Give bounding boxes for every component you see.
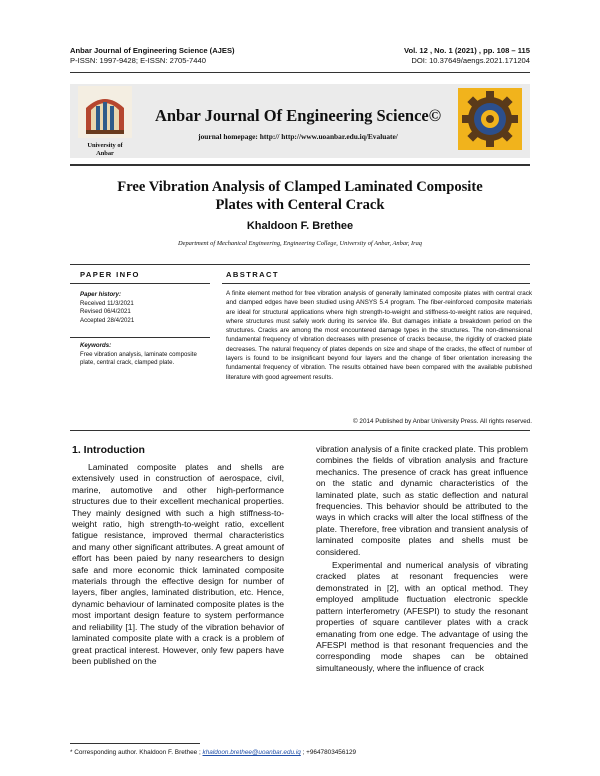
keywords-block <box>80 342 198 368</box>
journal-header-right <box>404 46 530 66</box>
paper-history <box>80 291 210 325</box>
paper-info-heading: PAPER INFO <box>80 270 140 279</box>
info-heading-divider <box>70 283 210 284</box>
body-column-right <box>316 444 528 674</box>
keywords-label: Keywords: <box>80 342 112 349</box>
abstract-heading-divider <box>222 283 530 284</box>
logo-caption: University of Anbar <box>87 142 123 157</box>
history-label: Paper history: <box>80 291 121 298</box>
history-divider <box>70 337 210 338</box>
issn: P-ISSN: 1997-9428; E-ISSN: 2705-7440 <box>70 56 206 65</box>
header-divider <box>70 72 530 73</box>
university-of-anbar-logo-icon <box>78 86 132 138</box>
footnote-label: * Corresponding author. Khaldoon F. Brethee ; <box>70 749 201 756</box>
journal-header-left <box>70 46 235 66</box>
journal-name: Anbar Journal of Engineering Science (AJES) <box>70 46 235 55</box>
accepted-date: Accepted 28/4/2021 <box>80 316 135 324</box>
abstract-heading: ABSTRACT <box>226 270 279 279</box>
paper-title: Free Vibration Analysis of Clamped Laminated Composite Plates with Centeral Crack <box>117 179 483 213</box>
paragraph: Experimental and numerical analysis of vibrating cracked plates at resonant frequencies were demonstrated in [2], with an optical method. They employed amplitude fluctuation electronic speckle pattern interferometry (AFESPI) to study the resonant properties of square cantilever plates with a crack emanating from one edge. The advantage of using the AFESPI method is that resonant frequencies and the corresponding mode shapes can be obtained simultaneously, where the influence of crack <box>316 560 528 673</box>
abstract-bottom-divider <box>70 430 530 431</box>
banner-divider <box>70 164 530 166</box>
abstract-text: A finite element method for free vibration analysis of generally laminated composite plates with central crack and clamped edges have been studied using ANSYS 5.4 program. The fiber-reinforced composite materials are ideal for structural applications where high strength-to-weight and stiffness-to-weight ratios are required, where structures must safely work during its service life. But damages initiate a breakdown period on the structures. Cracks are among the most encountered damage types in the structures. The non-dimensional fundamental frequency of vibration decreases with presence of cracks because, the rigidity of cracked plate decreases. The natural frequency of plates depends on size and shape of the cracks, the effect of number of layers is found to be insignificant beyond four layers and the change of fiber orientation increasing the fundamental frequency of vibration. The results obtained have been compared with the available published literature with good agreement results. <box>226 290 532 381</box>
revised-date: Revised 06/4/2021 <box>80 308 131 316</box>
journal-banner-title: Anbar Journal Of Engineering Science© <box>154 106 442 125</box>
info-top-divider <box>70 264 530 265</box>
section-heading-introduction: 1. Introduction <box>72 444 145 456</box>
author-email-link[interactable]: khaldoon.brethee@uoanbar.edu.iq <box>202 749 301 756</box>
journal-homepage-link[interactable]: journal homepage: http:// http://www.uoanbar.edu.iq/Evaluate/ <box>198 132 398 141</box>
paragraph: vibration analysis of a finite cracked plate. This problem combines the fields of vibration analysis and fracture mechanics. The presence of crack has great influence on the static and dynamic characteristics of the laminated plate, such as static deflection and natural frequencies. This behavior should be attributed to the ways in which cracks will alter the local stiffness of the plate. Therefore, free vibration and transient analysis of laminated composite plates and shells must be considered. <box>316 444 528 557</box>
corresponding-author-footnote <box>70 749 530 756</box>
paragraph: Laminated composite plates and shells are extensively used in construction of aerospace, civil, marine, automotive and other high-performance structures due to their excellent mechanical properties. They mainly designed with such a high stiffness-to-weight ratio, high strength-to-weight ratio, excellent fatigue resistance, improved thermal characteristics and many other significant attributes. A great amount of effort has been paied by nany researchers to design safe and more economic thick laminated composite materials through the effective design for number of layers, fiber angles, laminated distribution, etc. Hence, dynamic behaviour of laminated composite plates is the most important design feature to system performance and reliability [1]. The study of the vibration behavior of laminated composite plate with a crack is a problem of great practical interest. However, only few papers have been published on the <box>72 462 284 666</box>
doi-link[interactable]: DOI: 10.37649/aengs.2021.171204 <box>411 56 530 65</box>
keywords-list: Free vibration analysis, laminate composite plate, central crack, clamped plate. <box>80 350 197 367</box>
engineering-college-gear-icon <box>458 88 522 150</box>
author-name: Khaldoon F. Brethee <box>246 220 354 232</box>
volume-info: Vol. 12 , No. 1 (2021) , pp. 108 – 115 <box>403 46 530 55</box>
author-phone: ; +9647803456129 <box>302 749 357 756</box>
body-column-left <box>72 462 284 667</box>
received-date: Received 11/3/2021 <box>80 299 134 307</box>
footnote-divider <box>70 743 200 744</box>
copyright-notice: © 2014 Published by Anbar University Press. All rights reserved. <box>353 418 532 425</box>
author-affiliation: Department of Mechanical Engineering, Engineering College, University of Anbar, Anbar, Iraq <box>178 240 422 247</box>
